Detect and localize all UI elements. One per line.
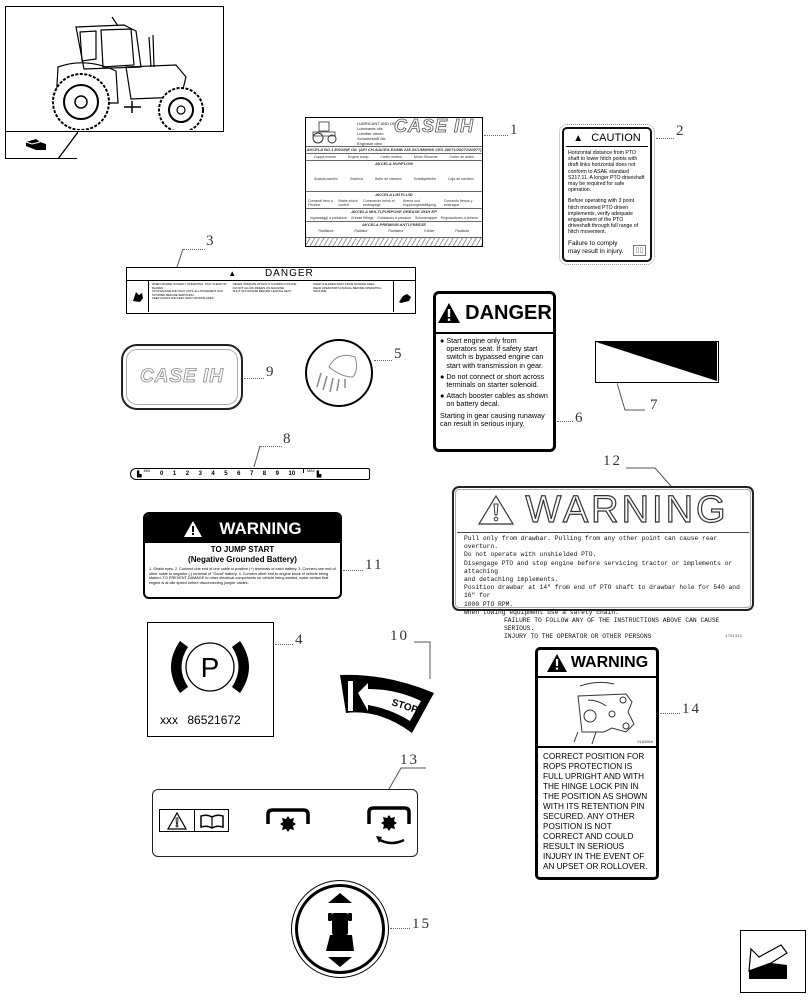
lube-cell: Gearbox — [349, 177, 364, 181]
tick: 7 — [249, 471, 254, 477]
lube-cell: Grease fittings — [350, 216, 374, 220]
lube-cell: Radiador — [455, 229, 470, 233]
tick: 2 — [185, 471, 190, 477]
danger-bar-line: NEVER OPERATE WITHOUT GUARDS IN PLACE. — [232, 282, 298, 286]
tick: 3 — [198, 471, 202, 477]
lube-cell: Engine sump — [348, 155, 369, 159]
lube-cell: Comando frenos y embrague — [443, 199, 473, 207]
lube-cell: Carter de ardén — [449, 155, 475, 159]
caution-failure-text: Failure to comply may result in injury. — [568, 239, 624, 255]
travel-direction-switch-decal — [291, 880, 389, 978]
drawbar-emphasis: INJURY TO THE OPERATOR OR OTHER PERSONS — [504, 633, 652, 641]
rops-warning-decal — [535, 647, 659, 880]
lube-row — [306, 167, 482, 191]
callout-9: 9 — [266, 364, 276, 380]
caution-paragraph: Before operating with 3 point hitch mounted PTO driven implements, verify adequate engagement of the PTO driveshaft through full range of hitch movement. — [568, 198, 639, 236]
lube-row — [306, 153, 482, 160]
lube-cell: Radiatore — [318, 229, 334, 233]
lube-cell: Kühler — [424, 229, 435, 233]
danger-mower-decal — [126, 267, 416, 314]
danger-start-title: DANGER — [465, 301, 552, 324]
warning-triangle-icon — [160, 810, 195, 831]
warning-triangle-icon — [183, 520, 203, 538]
lube-cell: Boîte de vitesses — [375, 177, 402, 181]
lube-cell: Ingrassaggi a pressione — [309, 216, 348, 220]
lube-section-grease: AKCELA MULTI-PURPOSE GREASE 251H EP — [306, 208, 482, 215]
lube-section-antifreeze: AKCELA PREMIUM ANTI-FREEZE — [306, 221, 482, 228]
lube-section-engine-oil: AKCELA NO.1 ENGINE OIL (API CH-4/ACEA E3/MB 228.3/CUMMINS CES 20071/20072/20077) — [306, 147, 482, 152]
danger-bar-line: WHEN MOWER IS READY OPERATING, STAY CLEAR OF BLADES. — [152, 282, 227, 290]
drawbar-warning-header — [457, 488, 749, 533]
callout-4: 4 — [295, 632, 305, 648]
drawbar-line: When towing equipment use a safety chain. — [464, 608, 619, 616]
drawbar-line: Disengage PTO and stop engine before servicing tractor or implements or attaching — [464, 559, 733, 575]
caution-paragraph: Horizontal distance from PTO shaft to lower hitch points with draft links horizontal does not conform to ASAE standard S217.11. A longer PTO driveshaft may be required for safe operation. — [568, 150, 645, 194]
part-number: 86521672 — [187, 713, 241, 727]
drawbar-line: Pull only from drawbar. Pulling from any other point can cause rear overturn. — [464, 535, 718, 551]
hinge-pin-icon — [538, 678, 656, 746]
max-label: MAX — [303, 469, 315, 473]
callout-13: 13 — [400, 752, 419, 768]
scale-ticks — [160, 471, 295, 477]
danger-start-decal — [433, 291, 556, 452]
lube-cell: Commande freins et embrayage — [363, 199, 395, 207]
bullet-icon: ● — [440, 336, 445, 345]
stop-text: STOP — [390, 697, 420, 717]
lube-cell: Radiator — [354, 229, 368, 233]
callout-2: 2 — [676, 123, 686, 139]
danger-start-footer: Starting in gear causing runaway can result in serious injury. — [440, 410, 545, 428]
callout-1: 1 — [510, 122, 520, 138]
bullet-text: Start engine only from operators seat. If safety start switch is bypassed engine can start with transmission in gear. — [446, 336, 544, 370]
jump-start-subtitle-battery: (Negative Grounded Battery) — [188, 555, 297, 564]
jump-start-subtitle: TO JUMP START — [210, 545, 275, 554]
callout-12: 12 — [603, 453, 622, 469]
arrow-icon — [26, 139, 46, 150]
lube-cell: Schaltgetriebe — [413, 177, 437, 181]
lube-cell: Brems und Kupplungsbetätigung — [403, 199, 436, 207]
jump-start-title: WARNING — [219, 518, 302, 538]
drawbar-line: Do not operate with unshielded PTO. — [464, 551, 597, 559]
drawbar-warning-title: WARNING — [525, 488, 729, 531]
jump-start-warning-decal — [143, 512, 342, 599]
manual-book-icon — [195, 810, 228, 831]
lube-cell: Carter moteur — [380, 155, 402, 159]
lube-cell: Comandi freni a Frizione — [308, 199, 333, 207]
danger-start-bullet — [440, 373, 549, 389]
wedge-reflector-decal — [595, 341, 719, 383]
rops-title: WARNING — [570, 654, 649, 671]
tick: 4 — [211, 471, 215, 477]
part-number-line — [160, 713, 241, 727]
min-icon: ▙ — [137, 471, 142, 478]
drawbar-warning-decal — [452, 486, 754, 641]
warning-triangle-icon: ▲ — [573, 133, 584, 144]
jump-start-header — [145, 514, 340, 543]
danger-start-bullet — [440, 337, 549, 370]
lube-header-line: Lubrifier oleum — [357, 131, 384, 136]
rops-instructions: CORRECT POSITION FOR ROPS PROTECTION IS FULL UPRIGHT AND WITH THE HINGE LOCK PIN IN THE POSITION AS SHOWN WITH ITS RETENTION PIN SECURED. ANY OTHER POSITION IS NOT CORRECT AND COULD RESULT IN SERIOUS INJURY IN THE EVENT OF AN UPSET OR ROLLOVER. — [543, 752, 648, 871]
danger-start-header — [436, 294, 553, 334]
lube-header-line: Schmierstoff öle — [357, 136, 386, 141]
tractor-icon — [6, 7, 222, 130]
min-label: MIN — [143, 469, 151, 473]
drawbar-line: Position drawbar at 14" from end of PTO shaft to drawbar hole for 540 and 16" for — [464, 584, 740, 600]
rops-pic-code: 5189666 — [637, 739, 653, 744]
caution-pto-decal — [562, 127, 652, 262]
bullet-text: Do not connect or short across terminals on starter solenoid. — [446, 371, 545, 390]
rops-header — [538, 650, 656, 678]
work-light-icon — [307, 341, 371, 405]
back-navigation-button[interactable] — [740, 930, 806, 993]
drawbar-line: and detaching implements. — [464, 576, 559, 584]
tick: 0 — [160, 471, 164, 477]
drawbar-emphasis: FAILURE TO FOLLOW ANY OF THE INSTRUCTIONS ABOVE CAN CAUSE SERIOUS. — [504, 617, 720, 633]
hazard-mower-icon — [393, 281, 415, 312]
lube-cell: Scatola cambio — [313, 177, 338, 181]
callout-14: 14 — [682, 701, 701, 717]
stop-decal — [336, 673, 436, 743]
pto-engage-icon[interactable] — [265, 808, 311, 838]
danger-bar-title: DANGER — [264, 268, 314, 279]
rops-hinge-illustration — [538, 678, 656, 748]
tick: 5 — [224, 471, 228, 477]
danger-bar-header — [127, 268, 415, 281]
danger-bar-line: KEEP CHILDREN AWAY FROM MOWING AREA. — [313, 282, 376, 286]
lube-cell: Coppa motore — [313, 155, 337, 159]
lube-cell: Engrasadores a presión — [440, 216, 479, 220]
lube-header-line: Lubricants oils — [357, 126, 383, 131]
hatch-strip — [306, 237, 482, 246]
callout-10: 10 — [390, 628, 409, 644]
danger-bar-line: STOP ENGINE AND WAIT UNTIL ALL MOVEMENT HAS STOPPED BEFORE SERVICING. — [152, 289, 223, 297]
park-symbol: P — [200, 652, 220, 683]
callout-5: 5 — [394, 346, 404, 362]
lube-section-brake-fluid: AKCELA LIM FLUID — [306, 191, 482, 198]
danger-bar-line: KEEP HANDS AND FEET AWAY FROM BLADES. — [152, 296, 215, 301]
callout-6: 6 — [575, 410, 585, 426]
danger-bar-line: READ OPERATOR'S MANUAL BEFORE OPERATING MACHINE. — [313, 285, 382, 294]
tick: 9 — [275, 471, 279, 477]
tractor-icon — [309, 120, 339, 144]
arrow-down-icon — [328, 957, 352, 967]
scale-strip-decal — [130, 468, 370, 480]
lube-header-line: Engrasar oleo — [357, 141, 382, 146]
lube-row — [306, 228, 482, 234]
caution-title: CAUTION — [591, 132, 641, 144]
danger-start-bullet — [440, 392, 549, 408]
pto-auto-icon[interactable] — [366, 806, 412, 850]
tick: 8 — [262, 471, 267, 477]
tractor-direction-icon — [298, 887, 383, 972]
thumbnail-nav-tab[interactable] — [5, 132, 77, 159]
tick: 6 — [237, 471, 241, 477]
callout-11: 11 — [365, 557, 384, 573]
callout-7: 7 — [650, 397, 660, 413]
pto-switch-panel-decal — [152, 789, 418, 857]
bullet-text: Attach booster cables as shown on battery decal. — [446, 391, 548, 409]
part-prefix: xxx — [160, 713, 178, 727]
lube-cell: Motor Ölwanne — [413, 155, 438, 159]
jump-start-instructions: 1. Shield eyes. 2. Connect one end of one cable to positive (+) terminals of each battery. 3. Connect one end of other cable to negative (-) terminal of "Good" battery. 4. Connect other end to engine block of vehicle being started. TO PREVENT DAMAGE to other electrical components on vehicle being started, make certain that engine is at idle speed before disconnecting jumper cables. — [149, 567, 336, 585]
case-ih-badge — [121, 344, 243, 410]
callout-3: 3 — [206, 233, 216, 249]
lube-cell: Radiateur — [388, 229, 404, 233]
tick: 10 — [288, 471, 296, 477]
drawbar-code: 1701315 — [725, 635, 742, 640]
lube-row — [306, 198, 482, 208]
lube-cell: Schmiernippel — [414, 216, 438, 220]
park-brake-decal — [147, 622, 274, 737]
case-ih-logo: CASE IH — [393, 116, 474, 136]
warning-manual-icons — [159, 809, 229, 832]
tick: 1 — [172, 471, 177, 477]
callout-8: 8 — [283, 431, 293, 447]
callout-15: 15 — [412, 916, 431, 932]
arrow-up-icon — [328, 893, 352, 903]
warning-triangle-icon — [546, 653, 568, 673]
work-light-decal — [305, 339, 373, 407]
lube-cell: Brake clutch control — [338, 199, 358, 207]
caution-header — [566, 131, 648, 147]
park-brake-icon — [148, 623, 272, 713]
lube-section-hydraulic: AKCELA NUHFLOW — [306, 160, 482, 167]
drawbar-line: 1000 PTO RPM. — [464, 600, 514, 608]
max-icon: ▙ — [316, 471, 322, 478]
warning-triangle-icon — [477, 494, 515, 526]
danger-bar-line: SHUT OFF ENGINE BEFORE LEAVING SEAT. — [232, 289, 292, 294]
manual-book-icon: ▯▯ — [633, 245, 646, 256]
lube-cell: Graisseurs à pression — [377, 216, 412, 220]
bullet-icon: ● — [440, 371, 445, 381]
lubricant-decal — [305, 117, 483, 247]
badge-text: CASE IH — [139, 366, 225, 387]
lube-header-line: LUBRICANT AND OILS — [357, 121, 400, 126]
warning-triangle-icon: ▲ — [228, 269, 238, 278]
back-arrow-icon — [741, 931, 804, 991]
hazard-hand-icon — [127, 281, 149, 312]
warning-triangle-icon — [437, 302, 461, 324]
lube-cell: Caja de cambios — [447, 177, 474, 181]
danger-bar-line: DO NOT ALLOW RIDERS ON MACHINE. — [232, 285, 285, 290]
tractor-thumbnail — [5, 6, 224, 132]
bullet-icon: ● — [440, 391, 445, 401]
